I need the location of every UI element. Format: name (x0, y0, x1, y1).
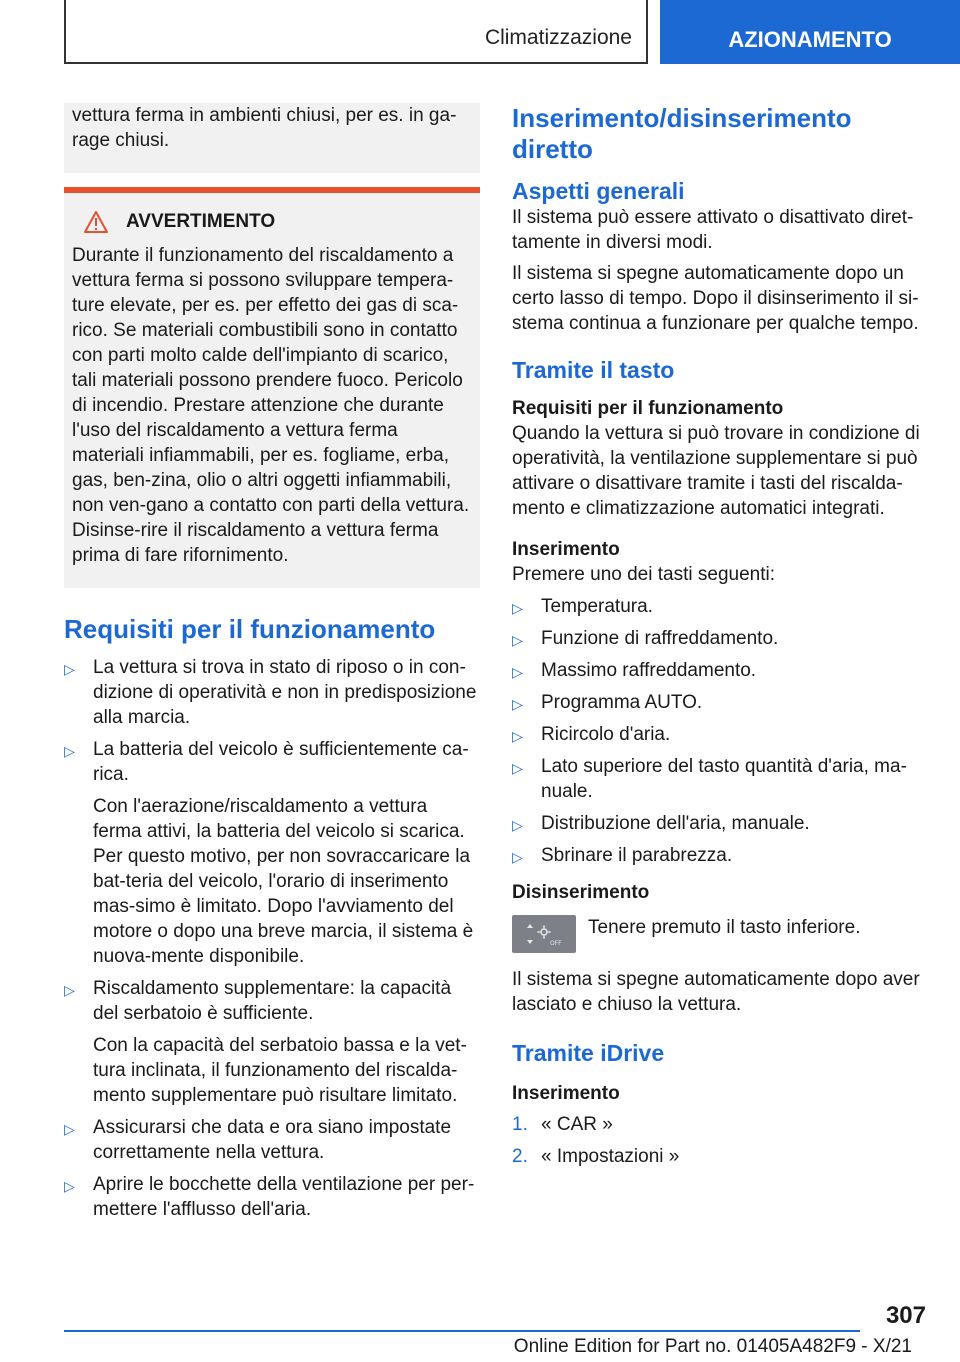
triangle-bullet-icon: ▷ (512, 760, 523, 776)
section-title: AZIONAMENTO (728, 27, 892, 52)
switch-off-row (512, 915, 926, 953)
triangle-bullet-icon: ▷ (64, 1178, 75, 1194)
triangle-bullet-icon: ▷ (64, 661, 75, 677)
right-column (512, 103, 926, 1176)
idrive-steps (512, 1112, 926, 1169)
triangle-bullet-icon: ▷ (512, 817, 523, 833)
triangle-bullet-icon: ▷ (512, 664, 523, 680)
idrive-on-heading: Inserimento (512, 1083, 620, 1104)
left-column (64, 103, 480, 1229)
list-item: ▷ Ricircolo d'aria. (512, 722, 926, 747)
direct-switch-heading: Inserimento/disinserimento diretto (512, 103, 852, 164)
list-item: ▷ Lato superiore del tasto quantità d'aria, ma-nuale. (512, 756, 907, 802)
list-item: ▷ Massimo raffreddamento. (512, 658, 926, 683)
general-paragraph-1: Il sistema può essere attivato o disattivato diret-tamente in diversi modi. (512, 207, 914, 253)
requirements-heading: Requisiti per il funzionamento (64, 614, 436, 644)
switch-off-heading: Disinserimento (512, 882, 650, 903)
switch-on-heading: Inserimento (512, 539, 620, 560)
button-heading: Tramite il tasto (512, 357, 675, 383)
switch-on-list (512, 594, 926, 868)
list-item: ▷ Aprire le bocchette della ventilazione per per-mettere l'afflusso dell'aria. (64, 1174, 475, 1220)
general-paragraph-2: Il sistema si spegne automaticamente dopo un certo lasso di tempo. Dopo il disinserimento il si-stema continua a funzionare per qualche tempo. (512, 263, 919, 334)
fan-off-icon (524, 921, 564, 947)
step-number: 2. (512, 1146, 528, 1167)
list-item: ▷ Temperatura. (512, 594, 926, 619)
triangle-bullet-icon: ▷ (64, 1121, 75, 1137)
triangle-bullet-icon: ▷ (64, 982, 75, 998)
list-item: ▷ Riscaldamento supplementare: la capacità del serbatoio è sufficiente. Con la capacità del serbatoio bassa e la vet-tura inclinata, il funzionamento del riscalda-mento supplementare può risultare limitato. (64, 978, 467, 1106)
warning-triangle-icon (84, 211, 108, 233)
button-requirements-text: Quando la vettura si può trovare in condizione di operatività, la ventilazione supplementare si può attivare o disattivare tramite i tasti del riscalda-mento e climatizzazione automatici integrati. (512, 423, 920, 519)
list-item: ▷ Sbrinare il parabrezza. (512, 843, 926, 868)
triangle-bullet-icon: ▷ (64, 743, 75, 759)
list-item: ▷ La batteria del veicolo è sufficientemente ca-rica. Con l'aerazione/riscaldamento a vettura ferma attivi, la batteria del veicolo si scarica. Per questo motivo, per non sovraccaricare la bat-teria del veicolo, l'orario di inserimento mas-simo è limitato. Dopo l'avviamento del motore o dopo una breve marcia, il sistema è nuova-mente disponibile. (64, 739, 474, 967)
idrive-heading: Tramite iDrive (512, 1040, 665, 1066)
continued-note (64, 103, 480, 173)
warning-text: Durante il funzionamento del riscaldamento a vettura ferma si possono sviluppare tempera-ture elevate, per es. per effetto dei gas di sca-rico. Se materiali combustibili sono in contatto con parti molto calde dell'impianto di scarico, tali materiali possono prendere fuoco. Pericolo di incendio. Prestare attenzione che durante l'uso del riscaldamento a vettura ferma materiali infiammabili, per es. fogliame, erba, gas, ben-zina, olio o altri oggetti infiammabili, non ven-gano a contatto con parti della vettura. Disinse-rire il riscaldamento a vettura ferma prima di fare rifornimento. (72, 245, 470, 566)
triangle-bullet-icon: ▷ (512, 696, 523, 712)
general-heading: Aspetti generali (512, 178, 685, 204)
triangle-bullet-icon: ▷ (512, 728, 523, 744)
section-tab (660, 0, 960, 64)
button-requirements-heading: Requisiti per il funzionamento (512, 398, 784, 419)
switch-on-intro: Premere uno dei tasti seguenti: (512, 564, 775, 585)
switch-off-after: Il sistema si spegne automaticamente dopo aver lasciato e chiuso la vettura. (512, 969, 920, 1015)
triangle-bullet-icon: ▷ (512, 632, 523, 648)
list-item: ▷ Funzione di raffreddamento. (512, 626, 926, 651)
requirements-list (64, 655, 480, 1222)
chapter-tab (64, 0, 648, 64)
triangle-bullet-icon: ▷ (512, 849, 523, 865)
list-item: 2. « Impostazioni » (512, 1146, 680, 1167)
list-item: ▷ La vettura si trova in stato di riposo o in con-dizione di operatività e non in predisposizione alla marcia. (64, 657, 477, 728)
warning-title: AVVERTIMENTO (126, 211, 276, 232)
switch-off-text: Tenere premuto il tasto inferiore. (588, 917, 861, 938)
fan-off-button-image (512, 915, 576, 953)
warning-header (72, 211, 472, 233)
warning-box (64, 187, 480, 588)
triangle-bullet-icon: ▷ (512, 600, 523, 616)
fan-off-label: OFF (550, 940, 562, 947)
footer-divider (64, 1330, 860, 1332)
continued-note-text: vettura ferma in ambienti chiusi, per es. in ga-rage chiusi. (72, 105, 457, 151)
chapter-title: Climatizzazione (484, 26, 632, 49)
list-item: ▷ Programma AUTO. (512, 690, 926, 715)
edition-text: Online Edition for Part no. 01405A482F9 - X/21 (513, 1336, 912, 1357)
list-item: ▷ Distribuzione dell'aria, manuale. (512, 811, 926, 836)
page-number: 307 (885, 1302, 926, 1329)
list-item: 1. « CAR » (512, 1114, 613, 1135)
step-number: 1. (512, 1114, 528, 1135)
list-item: ▷ Assicurarsi che data e ora siano impostate correttamente nella vettura. (64, 1117, 452, 1163)
